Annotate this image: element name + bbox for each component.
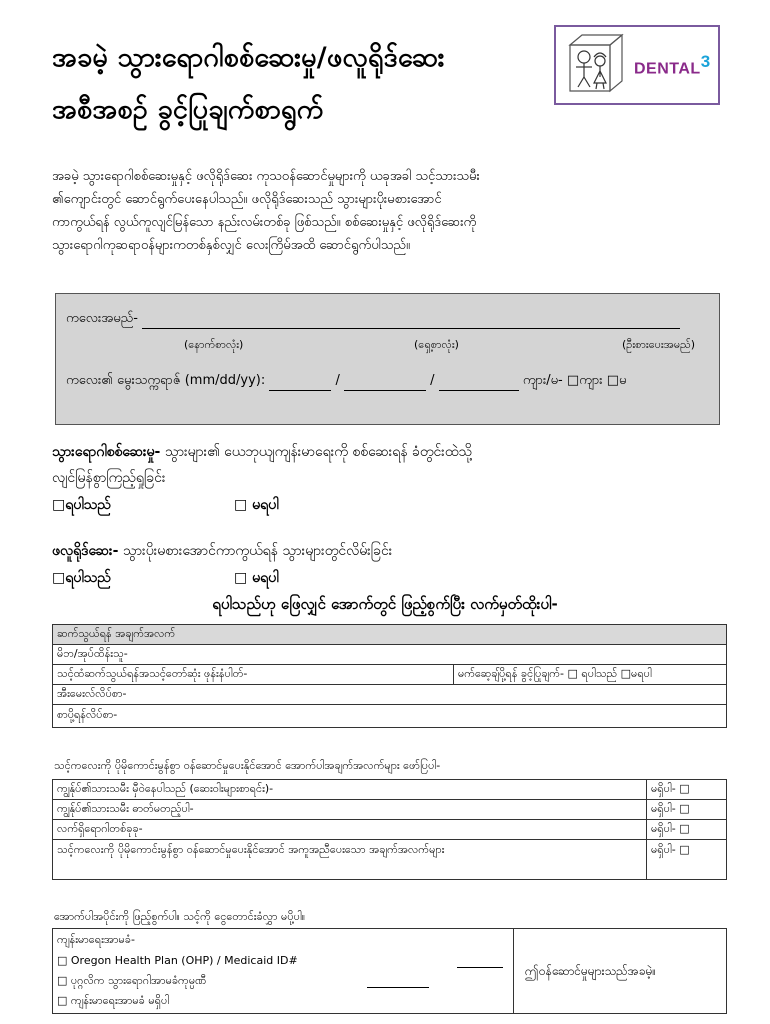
insurance-options xyxy=(53,929,514,1013)
billing-note: အောက်ပါအပိုင်းကို ဖြည့်စွက်ပါ။ သင့်ကို ငွေတောင်းခံလွှာ မပို့ပါ။ xyxy=(54,910,306,923)
parent-field[interactable]: မိဘ/အုပ်ထိန်းသူ- xyxy=(53,645,727,665)
logo-wordmark: DENTAL$^3$ xyxy=(634,51,711,78)
intro-paragraph xyxy=(52,165,722,257)
fluoride-description xyxy=(52,541,392,562)
screening-text-line2: လျင်မြန်စွာကြည့်ရှုခြင်း xyxy=(52,470,166,486)
dob-month-field[interactable] xyxy=(269,376,331,391)
none-checkbox[interactable]: မရှိပါ- □ xyxy=(647,820,727,840)
last-name-hint: (နောက်စာလုံး) xyxy=(184,338,244,351)
screening-yes-checkbox[interactable]: □ရပါသည် xyxy=(52,497,111,513)
table-row xyxy=(53,820,727,840)
table-row xyxy=(53,840,727,880)
child-name-field[interactable] xyxy=(142,314,680,329)
kids-cube-icon xyxy=(562,33,632,97)
insurance-box xyxy=(52,928,727,1014)
text-consent-checkboxes[interactable]: မက်ဆေ့ချ်ပို့ရန် ခွင့်ပြုချက်- □ ရပါသည် □မရပါ xyxy=(454,665,727,685)
child-info-box: ကလေးအမည်- (နောက်စာလုံး) (ရှေ့စာလုံး) (ဦးစားပေးအမည်) ကလေး၏ မွေးသက္ကရာဇ် (mm/dd/yy): / / ကျား/မ- □ကျား □မ xyxy=(55,293,720,425)
child-name-label: ကလေးအမည်- xyxy=(66,311,138,326)
contact-table-header: ဆက်သွယ်ရန် အချက်အလက် xyxy=(53,625,727,645)
fluoride-yes-checkbox[interactable]: □ရပါသည် xyxy=(52,570,111,586)
address-field[interactable]: စာပို့ရန်လိပ်စာ- xyxy=(53,705,727,728)
health-question[interactable]: ကျွန်ုပ်၏သားသမီး ဓာတ်မတည့်ပါ- xyxy=(53,800,647,820)
health-info-table xyxy=(52,779,727,880)
first-name-hint: (ရှေ့စာလုံး) xyxy=(414,338,459,351)
sign-instruction: ရပါသည်ဟု ဖြေလျှင် အောက်တွင် ဖြည့်စွက်ပြီး လက်မှတ်ထိုးပါ- xyxy=(212,595,558,613)
none-checkbox[interactable]: မရှိပါ- □ xyxy=(647,800,727,820)
gender-female-checkbox[interactable]: □မ xyxy=(606,373,627,388)
screening-heading: သွားရောဂါစစ်ဆေးမှု- xyxy=(52,444,161,460)
fluoride-heading: ဖလူရိုဒ်ဆေး- xyxy=(52,543,119,559)
ohp-id-field[interactable] xyxy=(457,967,503,968)
gender-label: ကျား/မ- xyxy=(522,373,563,388)
screening-description xyxy=(52,442,472,463)
screening-text: သွားများ၏ ယေဘုယျကျန်းမာရေးကို စစ်ဆေးရန် ခံတွင်းထဲသို့ xyxy=(160,444,472,460)
ohp-checkbox[interactable]: □ Oregon Health Plan (OHP) / Medicaid ID# xyxy=(57,954,298,967)
preferred-name-hint: (ဦးစားပေးအမည်) xyxy=(622,338,696,351)
page-title-line1: အခမဲ့ သွားရောဂါစစ်ဆေးမှု/ဖလူရိုဒ်ဆေး xyxy=(52,42,445,73)
screening-no-checkbox[interactable]: □ မရပါ xyxy=(234,497,279,513)
contact-table xyxy=(52,624,727,728)
page-title-line2: အစီအစဉ် ခွင့်ပြုချက်စာရွက် xyxy=(52,94,324,125)
phone-field[interactable]: သင့်ထံဆက်သွယ်ရန်အသင့်တော်ဆုံး ဖုန်းနံပါတ်- xyxy=(53,665,454,685)
intro-line: ၏ကျောင်းတွင် ဆောင်ရွက်ပေးနေပါသည်။ ဖလိုရိုဒ်ဆေးသည် သွားများပိုးမစားအောင် xyxy=(52,192,442,207)
intro-line: သွားရောဂါကုဆရာဝန်များကတစ်နှစ်လျှင် လေးကြိမ်အထိ ဆောင်ရွက်ပါသည်။ xyxy=(52,238,410,253)
none-checkbox[interactable]: မရှိပါ- □ xyxy=(647,840,727,880)
no-insurance-checkbox[interactable]: □ ကျန်းမာရေးအာမခံ မရှိပါ xyxy=(57,994,170,1007)
fluoride-text: သွားပိုးမစားအောင်ကာကွယ်ရန် သွားများတွင်လိမ်းခြင်း xyxy=(118,543,393,559)
email-field[interactable]: အီးမေးလ်လိပ်စာ- xyxy=(53,685,727,705)
private-insurance-checkbox[interactable]: □ ပုဂ္ဂလိက သွားရောဂါအာမခံကုမ္ပဏီ xyxy=(57,974,207,987)
insurance-label: ကျန်းမာရေးအာမခံ- xyxy=(57,933,135,946)
dob-label: ကလေး၏ မွေးသက္ကရာဇ် (mm/dd/yy): xyxy=(66,373,266,388)
health-question[interactable]: သင့်ကလေးကို ပိုမိုကောင်းမွန်စွာ ဝန်ဆောင်မှုပေးနိုင်အောင် အကူအညီပေးသော အချက်အလက်များ xyxy=(53,840,647,880)
services-free-note: ဤဝန်ဆောင်မှုများသည်အခမဲ့။ xyxy=(525,964,657,978)
private-insurer-field[interactable] xyxy=(367,987,429,988)
table-row xyxy=(53,800,727,820)
intro-line: ကာကွယ်ရန် လွယ်ကူလျင်မြန်သော နည်းလမ်းတစ်ခု ဖြစ်သည်။ စစ်ဆေးမှုနှင့် ဖလိုရိုဒ်ဆေးကို xyxy=(52,215,477,230)
dental3-logo xyxy=(554,25,720,105)
health-info-intro: သင့်ကလေးကို ပိုမိုကောင်းမွန်စွာ ဝန်ဆောင်မှုပေးနိုင်အောင် အောက်ပါအချက်အလက်များ ဖော်ပြပါ- xyxy=(54,759,441,772)
table-row xyxy=(53,780,727,800)
dob-day-field[interactable] xyxy=(344,376,426,391)
fluoride-no-checkbox[interactable]: □ မရပါ xyxy=(234,570,279,586)
intro-line: အခမဲ့ သွားရောဂါစစ်ဆေးမှုနှင့် ဖလိုရိုဒ်ဆေး ကုသဝန်ဆောင်မှုများကို ယခုအခါ သင့်သားသမီး xyxy=(52,169,480,184)
health-question[interactable]: လက်ရှိရောဂါတစ်ခုခု- xyxy=(53,820,647,840)
gender-male-checkbox[interactable]: □ကျား xyxy=(566,373,603,388)
dob-year-field[interactable] xyxy=(439,376,519,391)
health-question[interactable]: ကျွန်ုပ်၏သားသမီး မှီဝဲနေပါသည် (ဆေးဝါးများစာရင်း)- xyxy=(53,780,647,800)
none-checkbox[interactable]: မရှိပါ- □ xyxy=(647,780,727,800)
